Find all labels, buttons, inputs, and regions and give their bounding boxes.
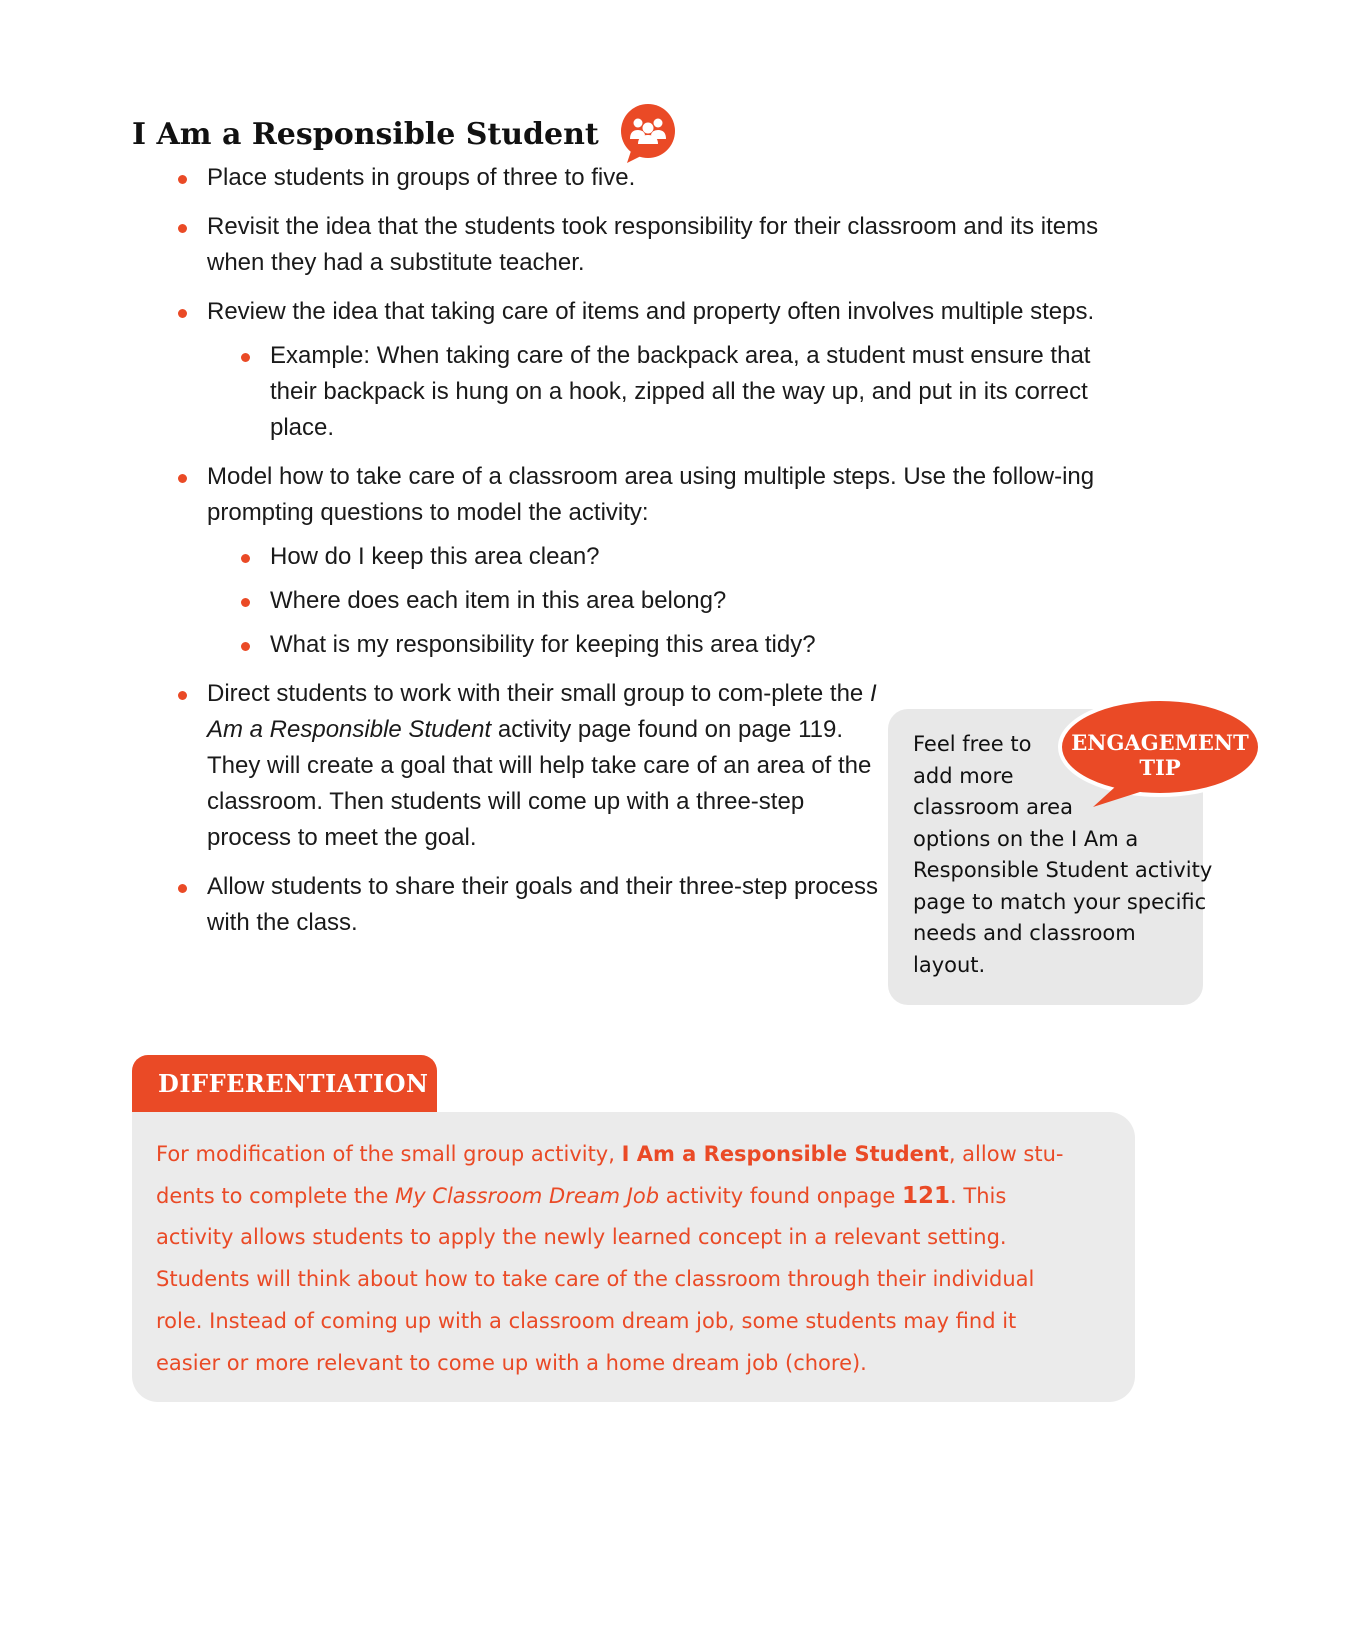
list-item: Model how to take care of a classroom area using multiple steps. Use the follow-ing prompting questions to model the activity: How do I keep this area clean? Where does each item in this area belong? What is my responsibility for keeping this area tidy? (178, 459, 1143, 663)
sub-list-item: Example: When taking care of the backpack area, a student must ensure that their backpack is hung on a hook, zipped all the way up, and put in its correct place. (241, 338, 1143, 446)
list-item: Allow students to share their goals and their three-step process with the class. (178, 869, 887, 941)
section-title (132, 103, 679, 165)
differentiation-tab (132, 1055, 437, 1113)
section-title-text: I Am a Responsible Student (132, 116, 599, 152)
list-item: Review the idea that taking care of items and property often involves multiple steps. Example: When taking care of the backpack area, a student must ensure that their backpack is hung on a hook, zipped all the way up, and put in its correct place. (178, 294, 1143, 446)
differentiation-label: DIFFERENTIATION (158, 1069, 429, 1098)
sub-list (241, 539, 1143, 663)
sub-list (241, 338, 1143, 446)
group-speech-bubble-icon (617, 103, 679, 165)
sub-list-item: How do I keep this area clean? (241, 539, 1143, 575)
list-item: Place students in groups of three to five. (178, 160, 1143, 196)
list-item: Revisit the idea that the students took responsibility for their classroom and its items when they had a substitute teacher. (178, 209, 1143, 281)
list-item: Direct students to work with their small group to com-plete the I Am a Responsible Student activity page found on page 119. They will create a goal that will help take care of an area of the classroom. Then students will come up with a three-step process to meet the goal. (178, 676, 887, 856)
differentiation-box (132, 1112, 1135, 1402)
activity-title: I Am a Responsible Student (207, 680, 877, 743)
engagement-tip-text: Feel free to add more classroom area options on the I Am a Responsible Student activity page to match your specific needs and classroom layout. (913, 732, 1213, 977)
engagement-tip-label: ENGAGEMENT TIP (1071, 730, 1249, 780)
sub-list-item: Where does each item in this area belong? (241, 583, 1143, 619)
differentiation-text: For modification of the small group activity, I Am a Responsible Student, allow stu- dents to complete the My Classroom Dream Job activity found onpage 121. This activity allows students to apply the newly learned concept in a relevant setting. Students will think about how to take care of the classroom through their individual role. Instead of coming up with a classroom dream job, some students may find it easier or more relevant to come up with a home dream job (chore). (156, 1142, 1064, 1375)
sub-list-item: What is my responsibility for keeping this area tidy? (241, 627, 1143, 663)
